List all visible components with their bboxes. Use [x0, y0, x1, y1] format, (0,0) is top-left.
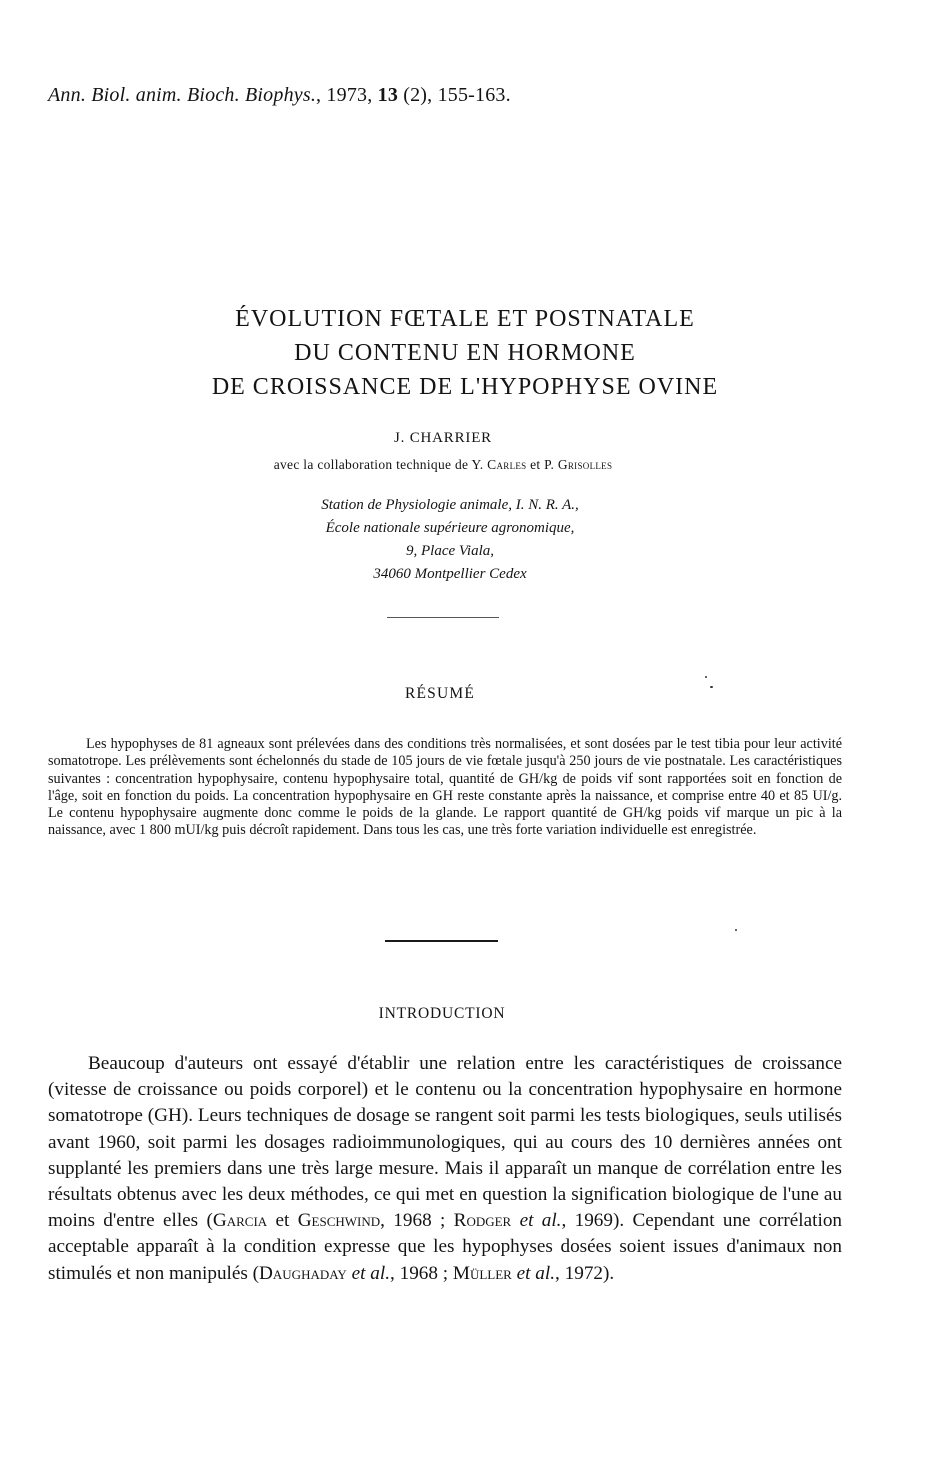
collab-name-2: Grisolles	[557, 457, 613, 472]
collaboration-line	[0, 457, 886, 473]
collab-name-1: Carles	[487, 457, 527, 472]
title-line-3: DE CROISSANCE DE L'HYPOPHYSE OVINE	[211, 374, 719, 400]
journal-name: Ann. Biol. anim. Bioch. Biophys.	[48, 84, 317, 106]
ref-geschwind: Geschwind	[297, 1210, 381, 1232]
article-title	[0, 302, 930, 404]
ref-daughaday: Daughaday	[259, 1262, 347, 1284]
ref-muller: Müller	[452, 1262, 512, 1284]
ref-rodger: Rodger	[453, 1210, 512, 1232]
resume-heading: RÉSUMÉ	[404, 685, 476, 702]
ref-etal-3: et al.	[346, 1262, 390, 1284]
ref-year-2: , 1969). Cependant une corrélation acceptable apparaît à la condition expresse que les hypophyses dosées soient issues d'animaux non stimulés et non manipulés (	[48, 1210, 843, 1284]
title-line-1: ÉVOLUTION FŒTALE ET POSTNATALE	[235, 306, 695, 332]
ref-year-1: , 1968 ;	[380, 1210, 454, 1232]
affiliation-line-1: Station de Physiologie animale, I. N. R. A.,	[321, 497, 579, 513]
author-name: J. CHARRIER	[394, 430, 492, 446]
ref-etal-2: et al.	[511, 1210, 562, 1232]
introduction-paragraph	[48, 1051, 842, 1287]
collab-middle: et P.	[526, 457, 558, 472]
introduction-heading: INTRODUCTION	[378, 1005, 506, 1022]
journal-citation	[48, 84, 511, 107]
ref-garcia: Garcia	[212, 1210, 268, 1232]
intro-text-a: Beaucoup d'auteurs ont essayé d'établir une relation entre les caractéristiques de croissance (vitesse de croissance ou poids corporel) et le contenu ou la concentration hypophysaire en hormone somatotrope (GH). Leurs techniques de dosage se rangent soit parmi les tests biologiques, seuls utilisés avant 1960, soit parmi les dosages radioimmunologiques, qui au cours des 10 dernières années ont supplanté les premiers dans une très large mesure. Mais il apparaît un manque de corrélation entre les résultats obtenus avec les deux méthodes, ce qui met en question la signification biologique de l'une au moins d'entre elles (	[48, 1053, 842, 1232]
scan-speck	[705, 676, 707, 678]
affiliation	[0, 494, 900, 586]
abstract	[48, 736, 842, 840]
divider-top	[387, 617, 499, 618]
introduction-body	[48, 1051, 842, 1287]
affiliation-line-2: École nationale supérieure agronomique,	[325, 520, 575, 536]
ref-etal-4: et al.	[511, 1262, 556, 1284]
ref-sep: et	[267, 1210, 298, 1232]
citation-year: , 1973,	[316, 84, 378, 106]
citation-volume: 13	[377, 84, 399, 106]
ref-year-4: , 1972).	[555, 1262, 615, 1284]
affiliation-line-4: 34060 Montpellier Cedex	[373, 566, 527, 582]
affiliation-line-3: 9, Place Viala,	[405, 543, 495, 559]
divider-bottom	[385, 940, 498, 942]
ref-year-3: , 1968 ;	[390, 1262, 453, 1284]
collab-prefix: avec la collaboration technique de Y.	[273, 457, 488, 472]
scan-speck	[735, 929, 737, 931]
abstract-text: Les hypophyses de 81 agneaux sont prélevées dans des conditions très normalisées, et sont dosées par le test tibia pour leur activité somatotrope. Les prélèvements sont échelonnés du stade de 105 jours de vie fœtale jusqu'à 250 jours de vie postnatale. Les caractéristiques suivantes : concentration hypophysaire, contenu hypophysaire total, quantité de GH/kg de poids vif sont rapportées soit en fonction de l'âge, soit en fonction du poids. La concentration hypophysaire en GH reste constante après la naissance, et comprise entre 40 et 85 UI/g. Le contenu hypophysaire augmente donc comme le poids de la glande. Le rapport quantité de GH/kg poids vif marque un pic à la naissance, avec 1 800 mUI/kg puis décroît rapidement. Dans tous les cas, une très forte variation individuelle est enregistrée.	[48, 736, 842, 839]
title-line-2: DU CONTENU EN HORMONE	[294, 340, 636, 366]
citation-pages: (2), 155-163.	[398, 84, 511, 106]
